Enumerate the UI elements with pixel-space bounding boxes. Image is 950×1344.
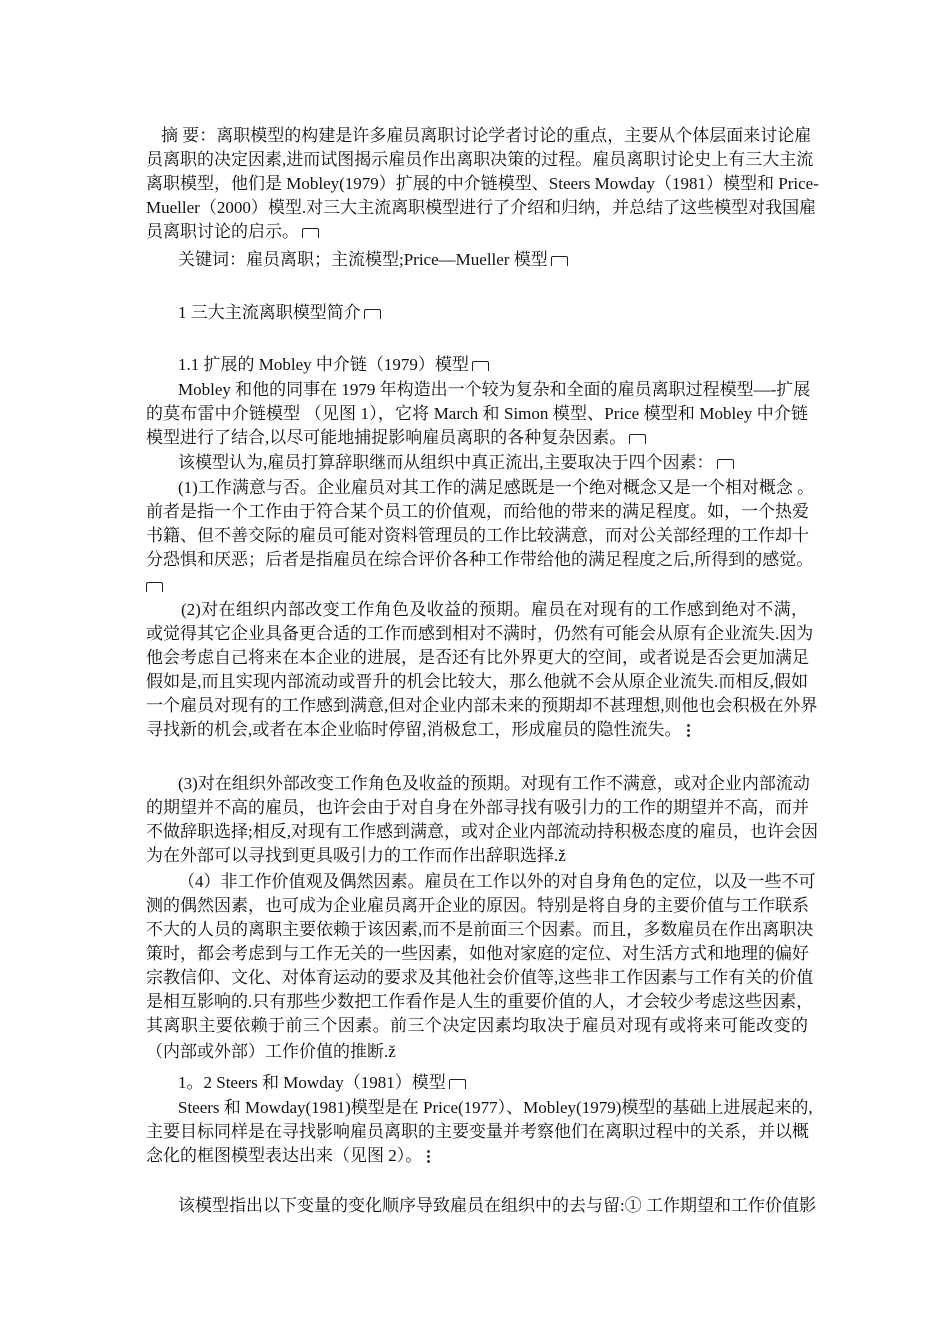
abstract-line: 员离职的决定因素,进而试图揭示雇员作出离职决策的过程。雇员离职讨论史上有三大主流 xyxy=(146,150,814,169)
subsection-heading: 1。2 Steers 和 Mowday（1981）模型 xyxy=(178,1071,466,1095)
body-line: 或觉得其它企业具备更合适的工作而感到相对不满时，仍然有可能会从原有企业流失.因为 xyxy=(146,624,814,643)
body-line: 他会考虑自己将来在本企业的进展，是否还有比外界更大的空间，或者说是否会更加满足 xyxy=(146,648,809,667)
body-line: (1)工作满意与否。企业雇员对其工作的满足感既是一个绝对概念又是一个相对概念 。 xyxy=(178,478,815,497)
body-line: 不做辞职选择;相反,对现有工作感到满意，或对企业内部流动持积极态度的雇员，也许会因 xyxy=(146,822,818,841)
section-heading: 1 三大主流离职模型简介 xyxy=(178,301,381,325)
paragraph-mark-icon xyxy=(717,459,734,469)
keywords-line: 关键词：雇员离职；主流模型;Price—Mueller 模型 xyxy=(178,248,568,272)
paragraph-mark-icon xyxy=(364,309,381,319)
body-line: （4）非工作价值观及偶然因素。雇员在工作以外的对自身角色的定位，以及一些不可 xyxy=(178,872,816,891)
body-line: 一个雇员对现有的工作感到满意,但对企业内部未来的预期却不甚理想,则他也会积极在外界 xyxy=(146,696,818,715)
body-line: (3)对在组织外部改变工作角色及收益的预期。对现有工作不满意，或对企业内部流动 xyxy=(178,774,810,793)
body-line: 念化的框图模型表达出来（见图 2）。 xyxy=(146,1144,430,1168)
abstract-line: 摘 要：离职模型的构建是许多雇员离职讨论学者讨论的重点，主要从个体层面来讨论雇 xyxy=(161,126,812,145)
paragraph-mark-icon xyxy=(302,228,319,238)
body-line: 分恐惧和厌恶；后者是指雇员在综合评价各种工作带给他的满足程度之后,所得到的感觉。 xyxy=(146,550,814,569)
ellipsis-mark-icon xyxy=(427,1149,430,1163)
paragraph-mark-icon xyxy=(449,1079,466,1089)
paragraph-mark-icon xyxy=(146,582,163,592)
body-line: 为在外部可以寻找到更具吸引力的工作而作出辞职选择.ž xyxy=(146,846,566,865)
ellipsis-mark-icon xyxy=(687,723,690,737)
body-line: 宗教信仰、文化、对体育运动的要求及其他社会价值等,这些非工作因素与工作有关的价值 xyxy=(146,968,814,987)
abstract-line: Mueller（2000）模型.对三大主流离职模型进行了介绍和归纳，并总结了这些模型对我国雇 xyxy=(146,198,817,217)
body-line: 该模型指出以下变量的变化顺序导致雇员在组织中的去与留:① 工作期望和工作价值影 xyxy=(178,1196,816,1215)
body-line: 的莫布雷中介链模型 （见图 1），它将 March 和 Simon 模型、Price 模型和 Mobley 中介链 xyxy=(146,404,808,423)
body-line: 模型进行了结合,以尽可能地捕捉影响雇员离职的各种复杂因素。 xyxy=(146,426,646,450)
body-line: 该模型认为,雇员打算辞职继而从组织中真正流出,主要取决于四个因素： xyxy=(178,451,734,475)
body-line: Steers 和 Mowday(1981)模型是在 Price(1977）、Mobley(1979)模型的基础上进展起来的, xyxy=(178,1098,813,1117)
body-line: 是相互影响的.只有那些少数把工作看作是人生的重要价值的人，才会较少考虑这些因素， xyxy=(146,992,814,1011)
body-line: 书籍、但不善交际的雇员可能对资料管理员的工作比较满意，而对公关部经理的工作却十 xyxy=(146,526,809,545)
body-line: 的期望并不高的雇员，也许会由于对自身在外部寻找有吸引力的工作的期望并不高，而并 xyxy=(146,798,809,817)
body-line xyxy=(146,574,163,598)
body-line: （内部或外部）工作价值的推断.ž xyxy=(146,1042,396,1061)
body-line: 假如是,而且实现内部流动或晋升的机会比较大，那么他就不会从原企业流失.而相反,假如 xyxy=(146,672,808,691)
paragraph-mark-icon xyxy=(629,434,646,444)
body-line: 不大的人员的离职主要依赖于该因素,而不是前面三个因素。而且，多数雇员在作出离职决 xyxy=(146,920,814,939)
body-line: 其离职主要依赖于前三个因素。前三个决定因素均取决于雇员对现有或将来可能改变的 xyxy=(146,1016,808,1035)
body-line: 前者是指一个工作由于符合某个员工的价值观，而给他的带来的满足程度。如，一个热爱 xyxy=(146,502,809,521)
subsection-heading: 1.1 扩展的 Mobley 中介链（1979）模型 xyxy=(178,353,489,377)
abstract-line: 离职模型，他们是 Mobley(1979）扩展的中介链模型、Steers Mowday（1981）模型和 Price- xyxy=(146,174,819,193)
paragraph-mark-icon xyxy=(472,361,489,371)
body-line: 测的偶然因素，也可成为企业雇员离开企业的原因。特别是将自身的主要价值与工作联系 xyxy=(146,896,809,915)
abstract-line: 员离职讨论的启示。 xyxy=(146,220,319,244)
body-line: Mobley 和他的同事在 1979 年构造出一个较为复杂和全面的雇员离职过程模型—-扩展 xyxy=(178,380,811,399)
body-line: 策时，都会考虑到与工作无关的一些因素，如他对家庭的定位、对生活方式和地理的偏好 xyxy=(146,944,809,963)
body-line: 寻找新的机会,或者在本企业临时停留,消极怠工，形成雇员的隐性流失。 xyxy=(146,718,690,742)
body-line: (2)对在组织内部改变工作角色及收益的预期。雇员在对现有的工作感到绝对不满， xyxy=(181,600,808,619)
paragraph-mark-icon xyxy=(551,256,568,266)
body-line: 主要目标同样是在寻找影响雇员离职的主要变量并考察他们在离职过程中的关系，并以概 xyxy=(146,1122,809,1141)
